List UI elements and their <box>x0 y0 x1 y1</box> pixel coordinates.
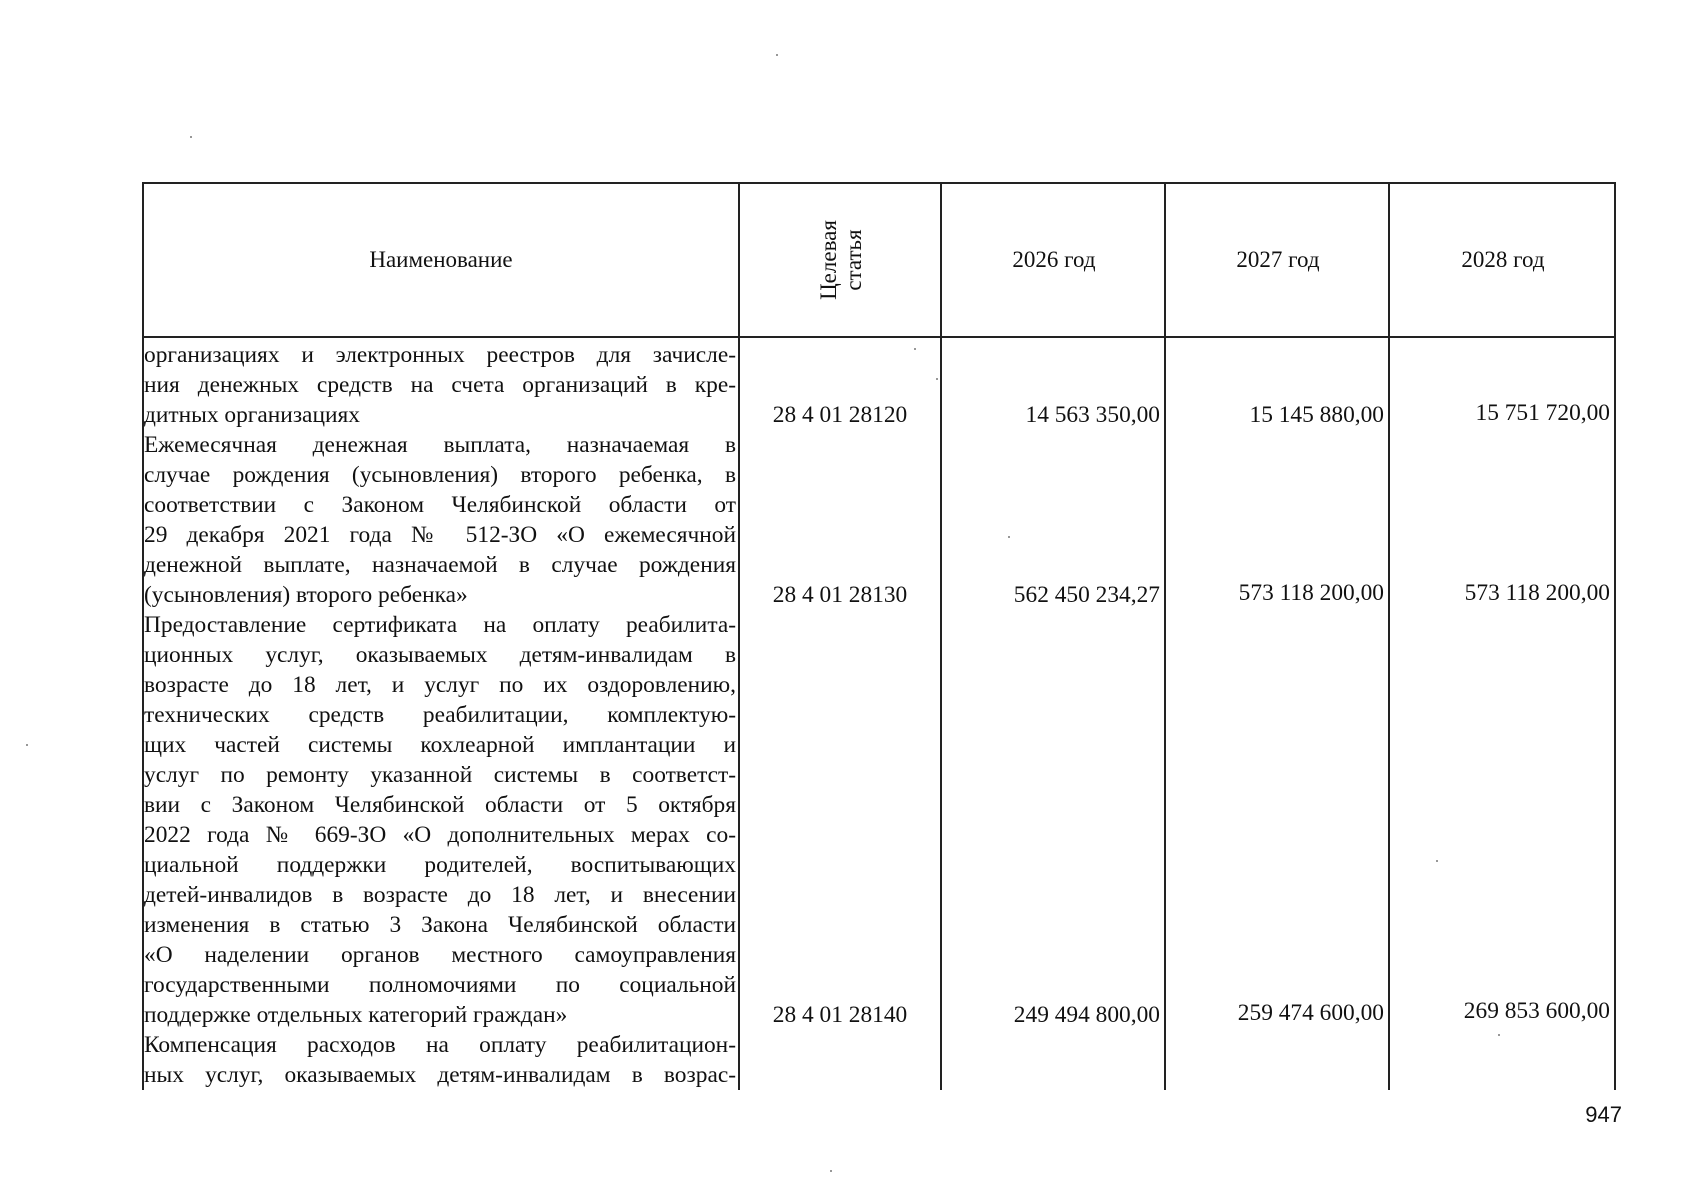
row-name <box>144 430 736 610</box>
header-name <box>142 184 740 336</box>
column-border <box>1614 184 1616 1090</box>
target-article-code: 28 4 01 28120 <box>772 402 908 428</box>
row-name <box>144 340 736 430</box>
row-name-line: соответствии с Законом Челябинской области от <box>144 492 736 518</box>
row-name-line: государственными полномочиями по социальной <box>144 972 736 998</box>
row-name-line: технических средств реабилитации, комплектую- <box>144 702 736 728</box>
name-column <box>144 340 736 1090</box>
scan-speck <box>936 378 938 380</box>
row-name-line: изменения в статью 3 Закона Челябинской области <box>144 912 736 938</box>
row-name-line: денежной выплате, назначаемой в случае рождения <box>144 552 736 578</box>
row-name-line: дитных организациях <box>144 402 360 428</box>
row-name-line: ных услуг, оказываемых детям-инвалидам в возрас- <box>144 1062 736 1088</box>
budget-table <box>142 182 1616 1090</box>
header-target-line1: Целевая <box>815 220 841 300</box>
row-name-line: детей-инвалидов в возрасте до 18 лет, и внесении <box>144 882 736 908</box>
header-target-article <box>740 184 942 336</box>
row-name-line: щих частей системы кохлеарной имплантации и <box>144 732 736 758</box>
header-target-line2: статья <box>840 229 866 291</box>
amount-2026: 249 494 800,00 <box>1013 1002 1160 1028</box>
scan-speck <box>1008 536 1010 538</box>
row-name <box>144 1030 736 1090</box>
row-name-line: «О наделении органов местного самоуправления <box>144 942 736 968</box>
scan-speck <box>1436 860 1438 862</box>
amount-2027: 15 145 880,00 <box>1249 402 1384 428</box>
row-name-line: ния денежных средств на счета организаций в кре- <box>144 372 736 398</box>
amount-2028: 15 751 720,00 <box>1475 400 1610 426</box>
row-name <box>144 610 736 1030</box>
row-name-line: случае рождения (усыновления) второго ребенка, в <box>144 462 736 488</box>
row-name-line: вии с Законом Челябинской области от 5 октября <box>144 792 736 818</box>
column-border <box>1388 184 1390 1090</box>
row-name-line: Ежемесячная денежная выплата, назначаемая в <box>144 432 736 458</box>
scan-speck <box>190 136 192 138</box>
header-2027-label: 2027 год <box>1236 247 1320 272</box>
amount-2028: 573 118 200,00 <box>1464 580 1610 606</box>
row-name-line: циальной поддержки родителей, воспитывающих <box>144 852 736 878</box>
row-name-line: поддержке отдельных категорий граждан» <box>144 1002 568 1028</box>
header-2026-label: 2026 год <box>1012 247 1096 272</box>
row-name-line: ционных услуг, оказываемых детям-инвалидам в <box>144 642 736 668</box>
row-name-line: возрасте до 18 лет, и услуг по их оздоровлению, <box>144 672 736 698</box>
amount-2027: 259 474 600,00 <box>1237 1000 1384 1026</box>
column-border <box>1164 184 1166 1090</box>
row-name-line: (усыновления) второго ребенка» <box>144 582 468 608</box>
scan-speck <box>914 348 916 350</box>
column-border <box>738 184 740 1090</box>
target-article-code: 28 4 01 28130 <box>772 582 908 608</box>
scan-speck <box>26 744 28 746</box>
scan-speck <box>776 54 778 56</box>
amount-2026: 14 563 350,00 <box>1025 402 1160 428</box>
header-2028-label: 2028 год <box>1461 247 1545 272</box>
scan-speck <box>1498 1034 1500 1036</box>
scan-speck <box>830 1170 832 1172</box>
row-name-line: услуг по ремонту указанной системы в соответст- <box>144 762 736 788</box>
amount-2028: 269 853 600,00 <box>1463 998 1610 1024</box>
row-name-line: организациях и электронных реестров для зачисле- <box>144 342 736 368</box>
amount-2027: 573 118 200,00 <box>1238 580 1384 606</box>
target-article-code: 28 4 01 28140 <box>772 1002 908 1028</box>
row-name-line: Компенсация расходов на оплату реабилитацион- <box>144 1032 736 1058</box>
row-name-line: 2022 года № 669-ЗО «О дополнительных мерах со- <box>144 822 736 848</box>
header-2027 <box>1166 184 1390 336</box>
row-name-line: 29 декабря 2021 года № 512-ЗО «О ежемесячной <box>144 522 736 548</box>
amount-2026: 562 450 234,27 <box>1013 582 1160 608</box>
row-name-line: Предоставление сертификата на оплату реабилита- <box>144 612 736 638</box>
header-name-label: Наименование <box>369 247 513 272</box>
header-2028 <box>1390 184 1616 336</box>
column-border <box>940 184 942 1090</box>
page-number: 947 <box>1585 1102 1622 1127</box>
header-2026 <box>942 184 1166 336</box>
